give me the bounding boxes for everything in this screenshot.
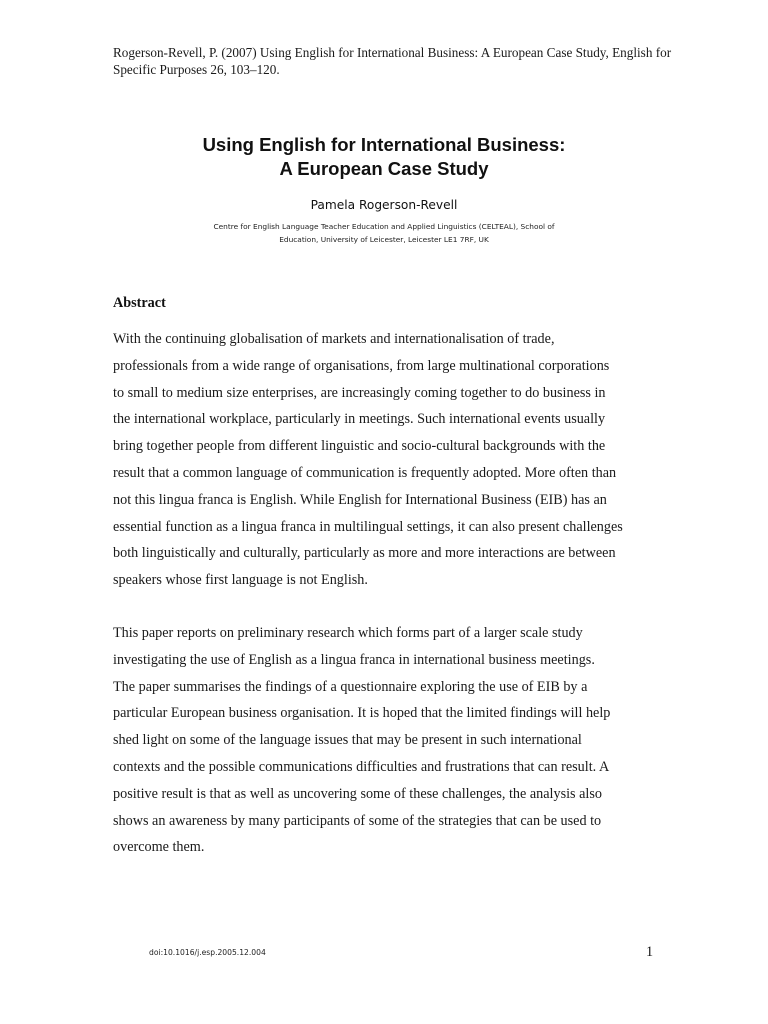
paragraph-line: overcome them.: [113, 839, 205, 856]
paper-title: [0, 133, 768, 181]
paragraph-line: The paper summarises the findings of a questionnaire exploring the use of EIB by a: [113, 678, 588, 695]
citation-header: [113, 44, 673, 78]
paragraph-line: not this lingua franca is English. While English for International Business (EIB) has an: [113, 491, 607, 508]
author-name: Pamela Rogerson-Revell: [310, 198, 458, 212]
affiliation-line: Centre for English Language Teacher Education and Applied Linguistics (CELTEAL), School of: [213, 222, 555, 231]
paragraph-line: both linguistically and culturally, particularly as more and more interactions are between: [113, 545, 616, 562]
citation-line: Rogerson-Revell, P. (2007) Using English for International Business: A European Case Study, English for: [113, 45, 672, 60]
paragraph-line: positive result is that as well as uncovering some of these challenges, the analysis also: [113, 785, 602, 802]
citation-line: Specific Purposes 26, 103–120.: [113, 62, 280, 77]
paragraph-line: speakers whose first language is not English.: [113, 572, 368, 589]
paragraph-line: bring together people from different linguistic and socio-cultural backgrounds with the: [113, 438, 606, 455]
page-number: 1: [646, 944, 654, 960]
paragraph-line: This paper reports on preliminary research which forms part of a larger scale study: [113, 625, 583, 641]
abstract-paragraph: [113, 620, 673, 861]
paragraph-line: the international workplace, particularly in meetings. Such international events usually: [113, 411, 606, 428]
title-line: A European Case Study: [279, 158, 489, 179]
paragraph-line: investigating the use of English as a lingua franca in international business meetings.: [113, 651, 595, 668]
abstract-heading: Abstract: [113, 295, 166, 311]
paragraph-line: particular European business organisation. It is hoped that the limited findings will help: [113, 705, 611, 722]
doi-footer: doi:10.1016/j.esp.2005.12.004: [149, 948, 266, 957]
abstract-paragraph: [113, 326, 673, 594]
paragraph-line: With the continuing globalisation of markets and internationalisation of trade,: [113, 331, 555, 347]
paragraph-line: shed light on some of the language issues that may be present in such international: [113, 732, 582, 749]
paragraph-line: contexts and the possible communications difficulties and frustrations that can result. A: [113, 758, 610, 775]
author-affiliation: [0, 220, 768, 246]
paragraph-line: to small to medium size enterprises, are increasingly coming together to do business in: [113, 384, 606, 401]
paragraph-line: result that a common language of communication is frequently adopted. More often than: [113, 464, 617, 481]
paragraph-line: professionals from a wide range of organisations, from large multinational corporations: [113, 357, 610, 374]
title-line: Using English for International Business:: [202, 134, 566, 155]
paragraph-line: shows an awareness by many participants of some of the strategies that can be used to: [113, 812, 602, 829]
paragraph-line: essential function as a lingua franca in multilingual settings, it can also present challenges: [113, 518, 623, 535]
affiliation-line: Education, University of Leicester, Leicester LE1 7RF, UK: [279, 235, 489, 244]
